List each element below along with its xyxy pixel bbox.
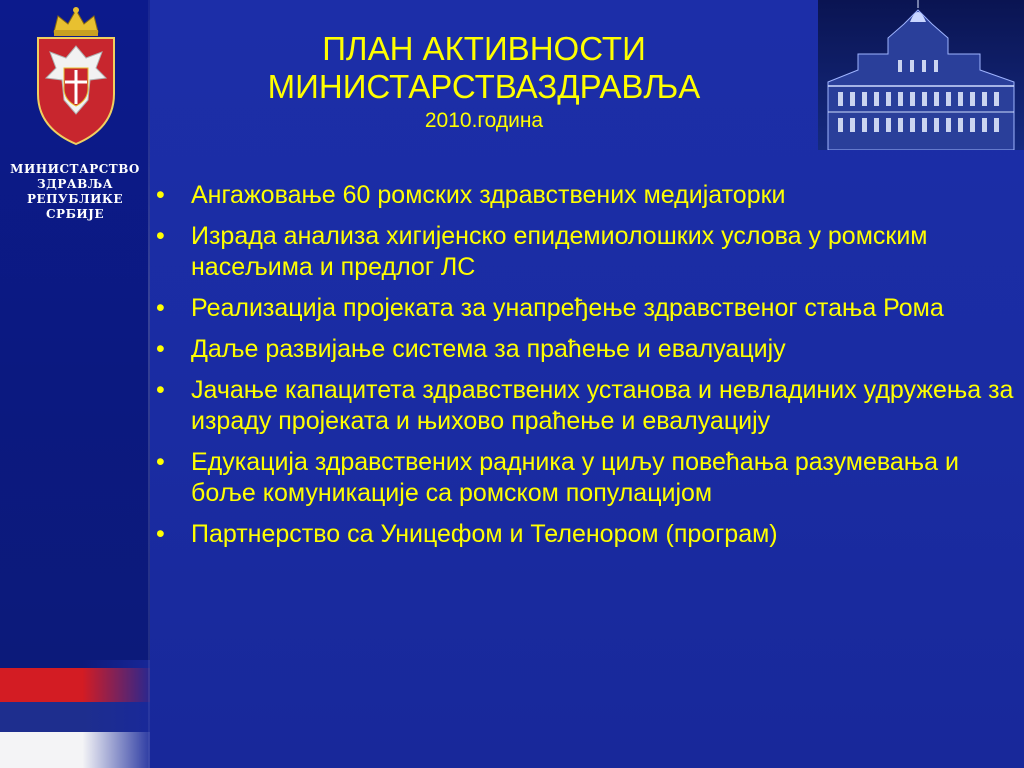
flag-fade (0, 660, 150, 768)
list-item (154, 375, 1020, 437)
page-subtitle: 2010.година (424, 109, 544, 132)
left-sidebar (0, 0, 150, 768)
bullet-icon: • (156, 222, 165, 250)
bullet-icon: • (156, 294, 165, 322)
list-item (154, 293, 1020, 324)
bullet-icon: • (156, 335, 165, 363)
list-item (154, 180, 1020, 211)
page-title-line1: ПЛАН АКТИВНОСТИ (322, 30, 646, 67)
list-item-text: Даље развијање система за праћење и евалуацију (191, 335, 786, 363)
bullet-icon: • (156, 181, 165, 209)
bullet-icon: • (156, 448, 165, 476)
list-item-text: Реализација пројеката за унапређење здравственог стања Рома (191, 294, 944, 322)
list-item (154, 447, 1020, 509)
building-photo (818, 0, 1024, 150)
bullet-list (154, 180, 1020, 560)
page-title-line2: МИНИСТАРСТВАЗДРАВЉА (267, 68, 701, 105)
bullet-icon: • (156, 520, 165, 548)
list-item-text: Израда анализа хигијенско епидемиолошких услова у ромским насељима и предлог ЛС (191, 222, 928, 281)
list-item (154, 519, 1020, 550)
title-block (150, 30, 818, 135)
list-item (154, 334, 1020, 365)
list-item-text: Ангажовање 60 ромских здравствених медијаторки (191, 181, 786, 209)
list-item-text: Едукација здравствених радника у циљу повећања разумевања и боље комуникације са ромском популацијом (191, 448, 959, 507)
list-item-text: Партнерство са Уницефом и Теленором (програм) (191, 520, 778, 548)
bullet-icon: • (156, 376, 165, 404)
coat-of-arms-icon (18, 2, 134, 150)
list-item-text: Јачање капацитета здравствених установа и невладиних удружења за израду пројеката и њихово праћење и евалуацију (191, 376, 1014, 435)
ministry-label: МИНИСТАРСТВО ЗДРАВЉА РЕПУБЛИКЕ СРБИЈЕ (10, 162, 140, 221)
list-item (154, 221, 1020, 283)
